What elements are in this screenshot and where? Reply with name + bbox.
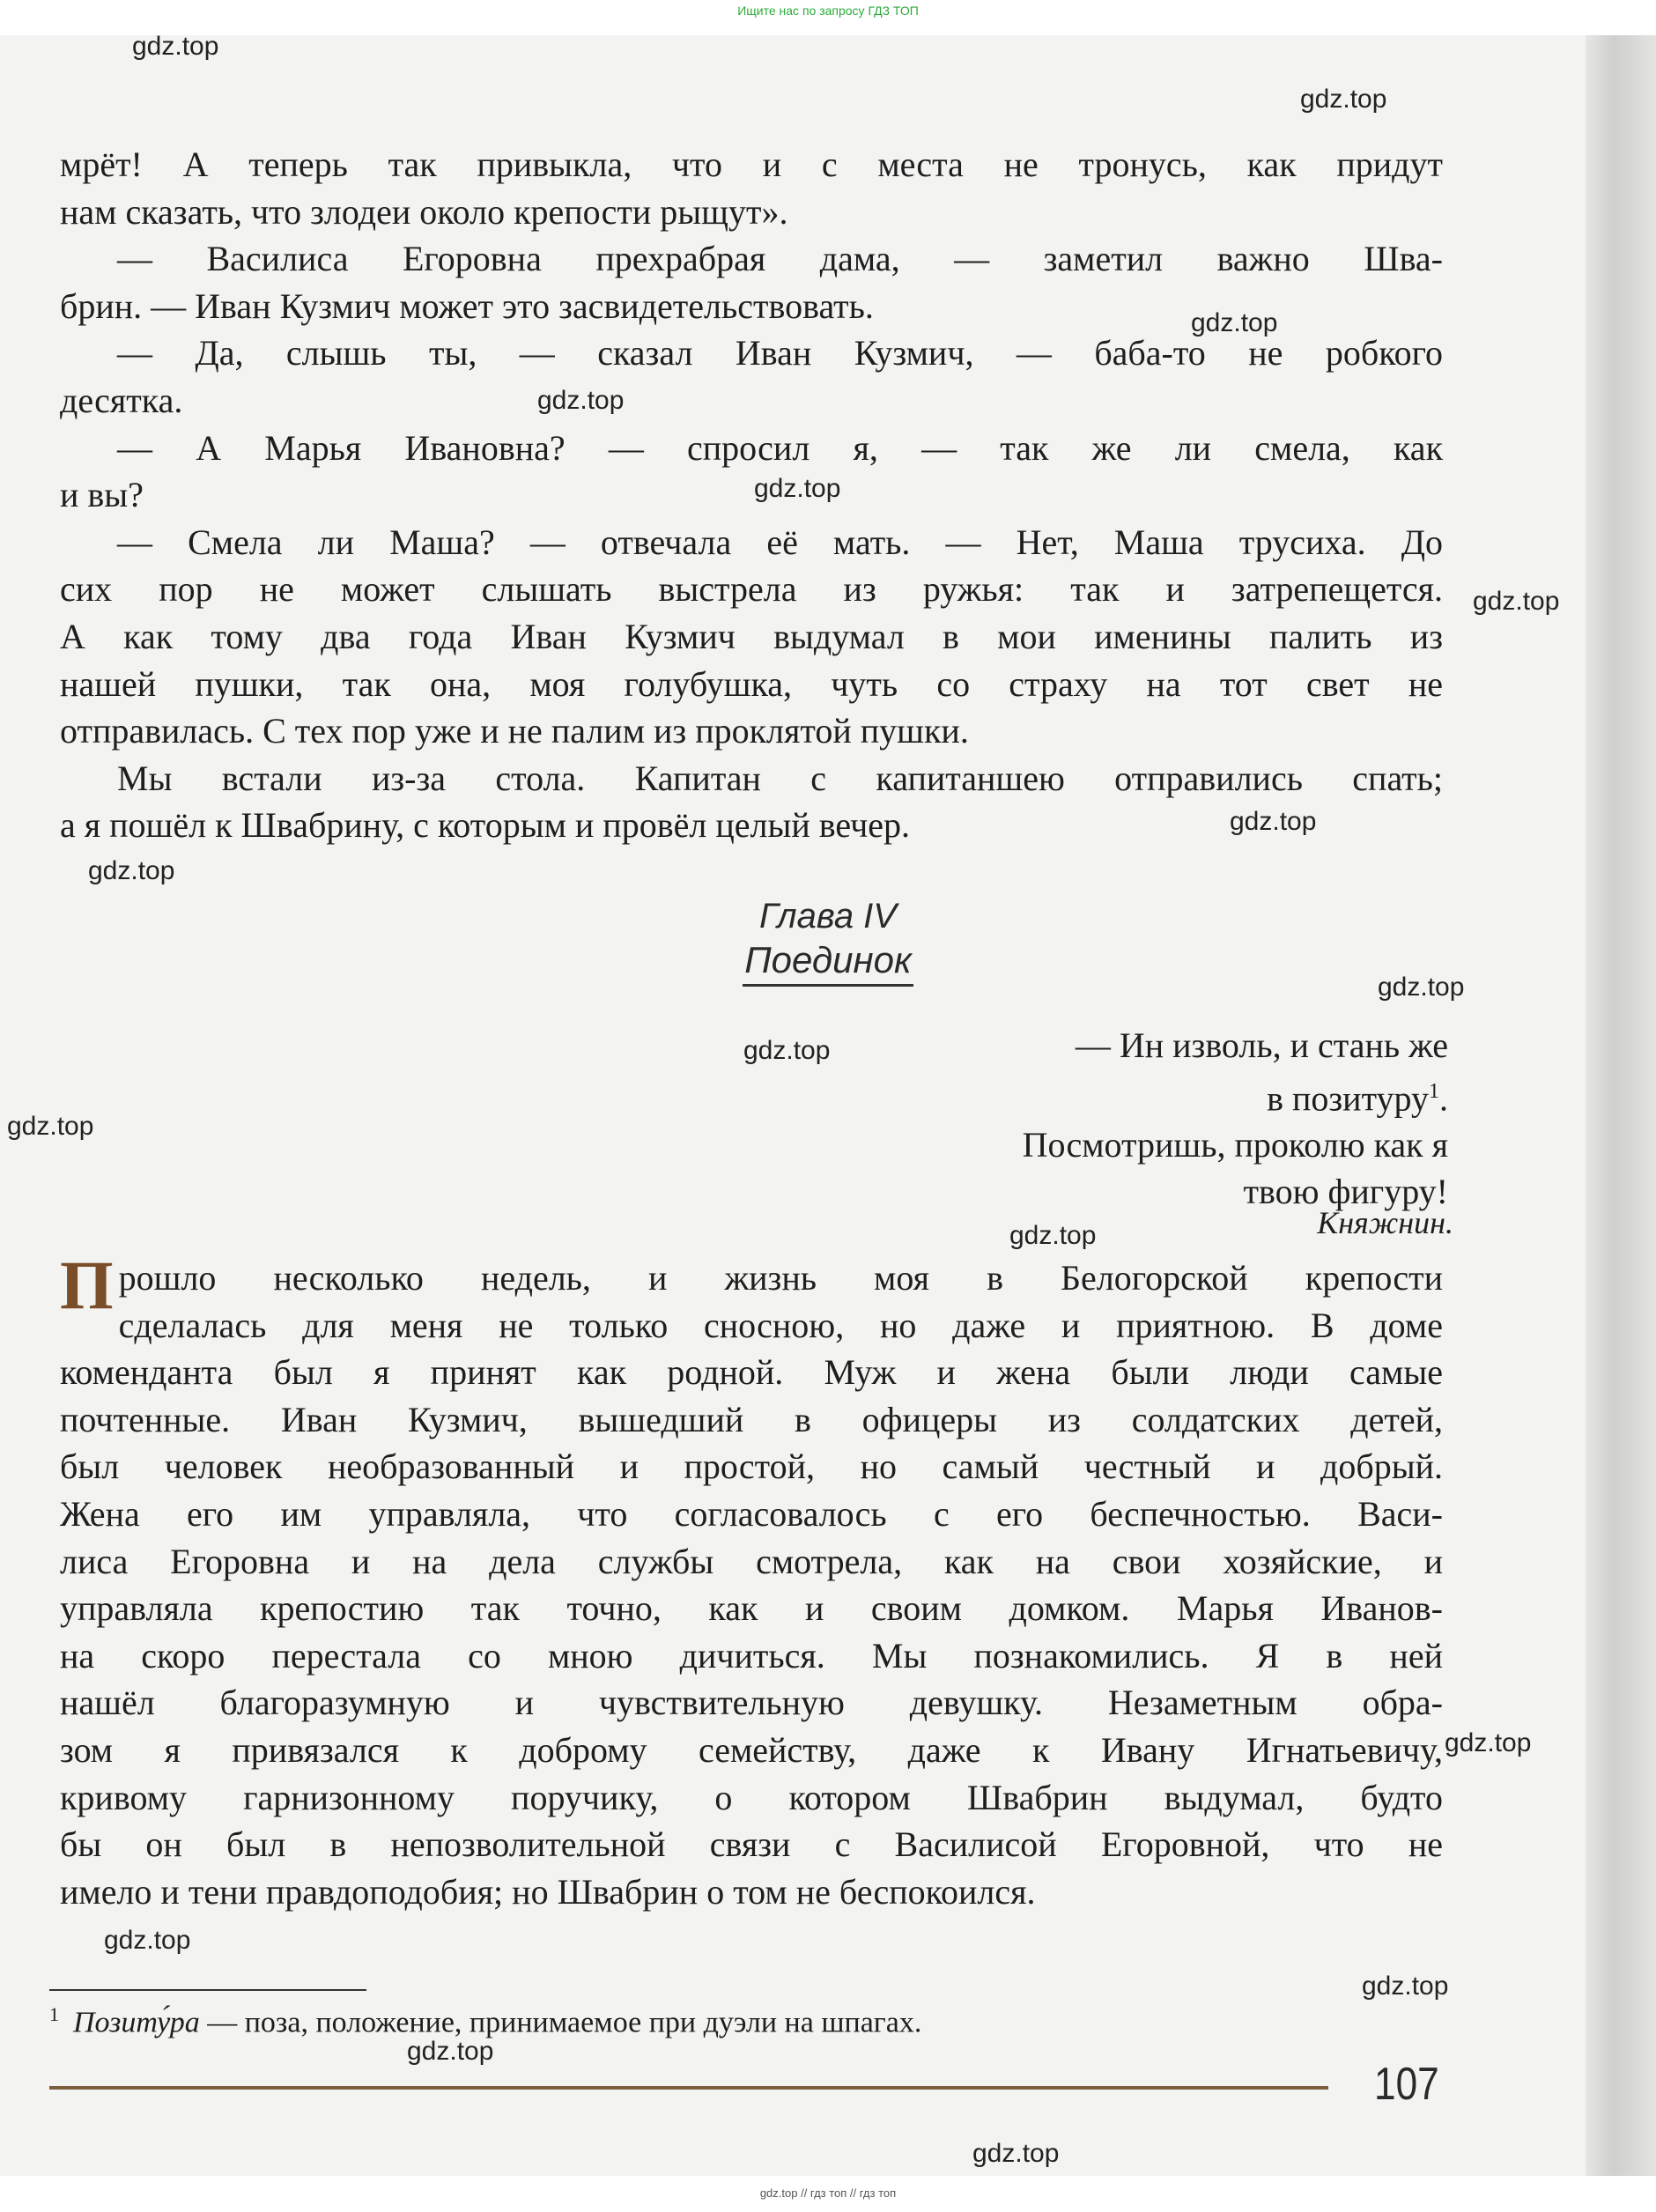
text-line: кривому гарнизонному поручику, о котором Швабрин выдумал, будто: [60, 1777, 1443, 1817]
footnote-divider: [49, 1989, 366, 1991]
text-line: на скоро перестала со мною дичиться. Мы познакомились. Я в ней: [60, 1635, 1443, 1676]
epigraph-line: Посмотришь, проколю как я: [1022, 1125, 1448, 1165]
text-line: сделалась для меня не только сносною, но даже и приятною. В доме: [118, 1305, 1443, 1345]
epigraph-line: — Ин изволь, и стань же: [1075, 1025, 1448, 1065]
bottom-note: gdz.top // гдз топ // гдз топ: [759, 2186, 897, 2200]
text-block-chapter: [60, 1247, 1443, 1915]
text-line: лиса Егоровна и на дела службы смотрела, как на свои хозяйские, и: [60, 1541, 1443, 1581]
text-line: Мы встали из-за стола. Капитан с капитаншею отправились спать;: [117, 758, 1443, 798]
watermark: gdz.top: [1378, 973, 1465, 1002]
watermark: gdz.top: [1191, 308, 1278, 337]
footnote-text: — поза, положение, принимаемое при дуэли на шпагах.: [199, 2006, 922, 2039]
footnote-mark: 1: [49, 2003, 59, 2025]
paragraph-4: [60, 425, 1443, 519]
text-line: почтенные. Иван Кузмич, вышедший в офицеры из солдатских детей,: [60, 1399, 1443, 1439]
text-line: нашей пушки, так она, моя голубушка, чуть со страху на тот свет не: [60, 663, 1443, 704]
text-line: десятка.: [60, 380, 183, 420]
watermark: gdz.top: [88, 856, 175, 885]
watermark: gdz.top: [754, 474, 841, 503]
text-line: отправилась. С тех пор уже и не палим из проклятой пушки.: [60, 711, 969, 751]
paragraph-1: [60, 141, 1443, 235]
text-line: а я пошёл к Швабрину, с которым и провёл целый вечер.: [60, 805, 910, 846]
text-line: коменданта был я принят как родной. Муж и жена были люди самые: [60, 1352, 1443, 1393]
text-line: был человек необразованный и простой, но самый честный и добрый.: [60, 1446, 1443, 1487]
paragraph-5: [60, 519, 1443, 755]
watermark: gdz.top: [972, 2139, 1060, 2168]
watermark: gdz.top: [104, 1926, 191, 1955]
epigraph: [832, 1022, 1448, 1215]
drop-cap: П: [60, 1247, 114, 1323]
watermark: gdz.top: [1009, 1221, 1097, 1250]
text-line: — Смела ли Маша? — отвечала её мать. — Нет, Маша трусиха. До: [117, 522, 1443, 562]
text-line: управляла крепостию так точно, как и своим домком. Марья Иванов-: [60, 1588, 1443, 1629]
text-line: — Да, слышь ты, — сказал Иван Кузмич, — баба-то не робкого: [117, 333, 1443, 374]
watermark: gdz.top: [7, 1112, 94, 1141]
footnote: [49, 1995, 921, 2042]
text-line: мрёт! А теперь так привыкла, что и с места не тронусь, как придут: [60, 144, 1443, 184]
watermark: gdz.top: [1473, 587, 1560, 616]
footnote-term: Позиту́ра: [73, 2006, 200, 2039]
text-block-top: [60, 141, 1443, 849]
chapter-number: Глава IV: [759, 897, 897, 936]
top-note: Ищите нас по запросу ГДЗ ТОП: [737, 4, 919, 18]
text-line: имело и тени правдоподобия; но Швабрин о том не беспокоился.: [60, 1871, 1036, 1912]
text-line: рошло несколько недель, и жизнь моя в Белогорской крепости: [118, 1258, 1443, 1298]
text-line: и вы?: [60, 475, 144, 515]
watermark: gdz.top: [1300, 85, 1387, 114]
text-line: бы он был в непозволительной связи с Василисой Егоровной, что не: [60, 1824, 1443, 1865]
watermark: gdz.top: [1362, 1972, 1449, 2001]
watermark: gdz.top: [1230, 807, 1317, 836]
page-edge-shadow: [1586, 35, 1656, 2176]
page-number: 107: [1374, 2059, 1439, 2110]
paragraph-3: [60, 329, 1443, 424]
text-line: Жена его им управляла, что согласовалось с его беспечностью. Васи-: [60, 1493, 1443, 1534]
text-line: нашёл благоразумную и чувствительную девушку. Незаметным обра-: [60, 1683, 1443, 1723]
chapter-title: Поединок: [743, 939, 913, 987]
text-line: — А Марья Ивановна? — спросил я, — так же ли смела, как: [117, 427, 1443, 468]
page-bottom-rule: [49, 2086, 1328, 2090]
text-line: А как тому два года Иван Кузмич выдумал в мои именины палить из: [60, 616, 1443, 656]
watermark: gdz.top: [407, 2037, 494, 2066]
text-line: сих пор не может слышать выстрела из ружья: так и затрепещется.: [60, 569, 1443, 610]
watermark: gdz.top: [132, 32, 219, 61]
footnote-reference[interactable]: 1: [1429, 1080, 1439, 1103]
watermark: gdz.top: [743, 1036, 831, 1065]
watermark: gdz.top: [537, 386, 625, 415]
text-line: зом я привязался к доброму семейству, даже к Ивану Игнатьевичу,: [60, 1729, 1443, 1770]
text-line: — Василиса Егоровна прехрабрая дама, — заметил важно Шва-: [117, 239, 1443, 279]
epigraph-line-with-mark: в позитуру$^1$.: [1267, 1078, 1448, 1119]
watermark: gdz.top: [1445, 1728, 1532, 1757]
epigraph-author: Княжнин.: [1317, 1205, 1453, 1240]
epigraph-line: твою фигуру!: [1243, 1172, 1448, 1212]
text-line: брин. — Иван Кузмич может это засвидетельствовать.: [60, 285, 874, 326]
text-line: нам сказать, что злодеи около крепости рыщут».: [60, 191, 788, 232]
epigraph-line: в позитуру: [1267, 1078, 1429, 1119]
